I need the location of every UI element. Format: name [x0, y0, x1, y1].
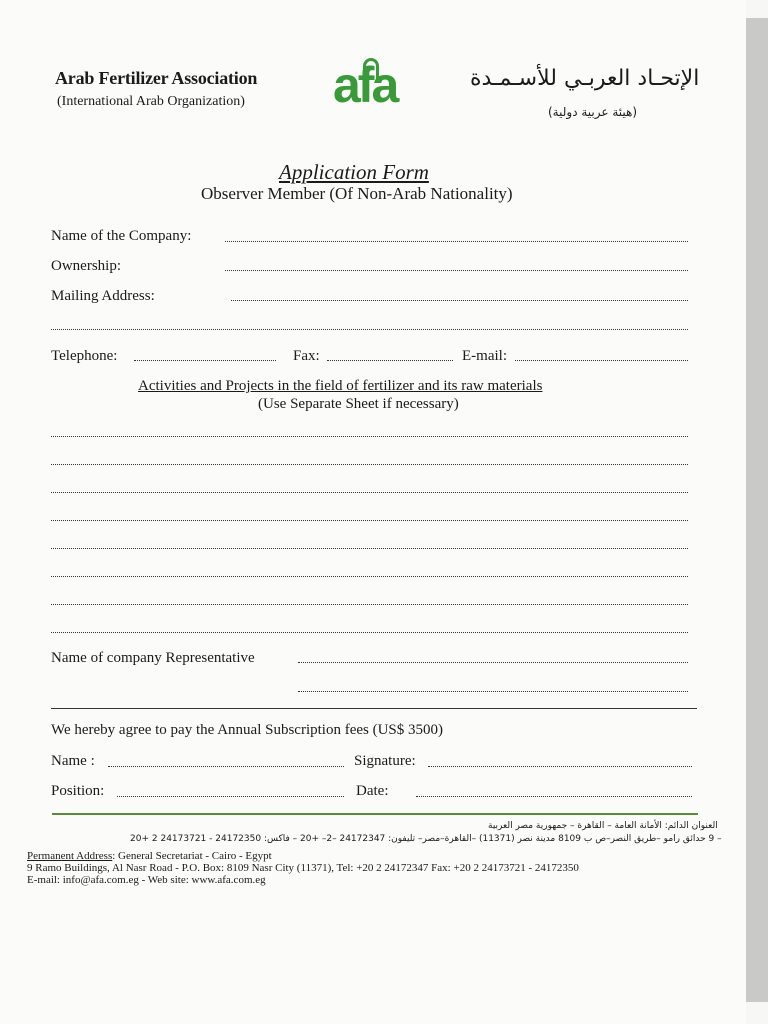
footer-address-en: 9 Ramo Buildings, Al Nasr Road - P.O. Box: 8109 Nasr City (11371), Tel: +20 2 24172347 Fax: +20 2 24173721 - 24172350: [27, 862, 579, 874]
email-field[interactable]: [515, 360, 688, 361]
activities-line[interactable]: [51, 576, 688, 577]
date-label: Date:: [356, 783, 389, 799]
signature-label: Signature:: [354, 753, 416, 769]
position-field[interactable]: [117, 796, 344, 797]
mailing-address-label: Mailing Address:: [51, 288, 155, 304]
form-subtitle: Observer Member (Of Non-Arab Nationality): [201, 184, 513, 203]
activities-line[interactable]: [51, 632, 688, 633]
activities-line[interactable]: [51, 548, 688, 549]
activities-heading: Activities and Projects in the field of fertilizer and its raw materials: [138, 378, 543, 394]
email-label: E-mail:: [462, 348, 507, 364]
ownership-label: Ownership:: [51, 258, 121, 274]
activities-line[interactable]: [51, 436, 688, 437]
name-field[interactable]: [108, 766, 344, 767]
mailing-address-field[interactable]: [231, 300, 688, 301]
activities-line[interactable]: [51, 492, 688, 493]
org-name-ar: الإتحـاد العربـي للأسـمـدة: [470, 66, 700, 91]
footer-address-ar: العنوان الدائم: الأمانة العامة – القاهرة – جمهورية مصر العربية: [488, 821, 718, 831]
mailing-address-field-2[interactable]: [51, 329, 688, 330]
representative-field[interactable]: [298, 662, 688, 663]
org-name-en: Arab Fertilizer Association: [55, 68, 258, 88]
logo-leaf-icon: [363, 58, 379, 79]
name-label: Name :: [51, 753, 95, 769]
permanent-address-text: : General Secretariat - Cairo - Egypt: [112, 850, 272, 862]
section-divider: [51, 708, 697, 709]
footer-contact-en: E-mail: info@afa.com.eg - Web site: www.afa.com.eg: [27, 874, 266, 886]
company-name-label: Name of the Company:: [51, 228, 192, 244]
activities-line[interactable]: [51, 464, 688, 465]
agreement-text: We hereby agree to pay the Annual Subscription fees (US$ 3500): [51, 722, 444, 738]
telephone-field[interactable]: [134, 360, 276, 361]
activities-note: (Use Separate Sheet if necessary): [258, 396, 459, 412]
fax-label: Fax:: [293, 348, 320, 364]
date-field[interactable]: [416, 796, 692, 797]
page-edge: [746, 18, 768, 1002]
permanent-address-label: Permanent Address: [27, 850, 113, 862]
activities-line[interactable]: [51, 520, 688, 521]
form-title: Application Form: [279, 160, 429, 184]
org-subtitle-ar: (هيئة عربية دولية): [548, 105, 638, 119]
signature-field[interactable]: [428, 766, 692, 767]
permanent-address: [27, 850, 272, 862]
footer-contact-ar: – 9 حدائق رامو –طريق النصر–ص ب 8109 مدينة نصر (11371) –القاهرة–مصر– تليفون: 24172347 –2– +20 – فاكس: 24172350 - 24173721 2 +20: [130, 834, 722, 844]
representative-label: Name of company Representative: [51, 650, 255, 666]
ownership-field[interactable]: [225, 270, 688, 271]
fax-field[interactable]: [327, 360, 453, 361]
activities-line[interactable]: [51, 604, 688, 605]
representative-field-2[interactable]: [298, 691, 688, 692]
footer-divider: [52, 813, 698, 815]
afa-logo: afa: [333, 57, 397, 113]
telephone-label: Telephone:: [51, 348, 118, 364]
company-name-field[interactable]: [225, 241, 688, 242]
position-label: Position:: [51, 783, 105, 799]
org-subtitle-en: (International Arab Organization): [57, 94, 245, 109]
